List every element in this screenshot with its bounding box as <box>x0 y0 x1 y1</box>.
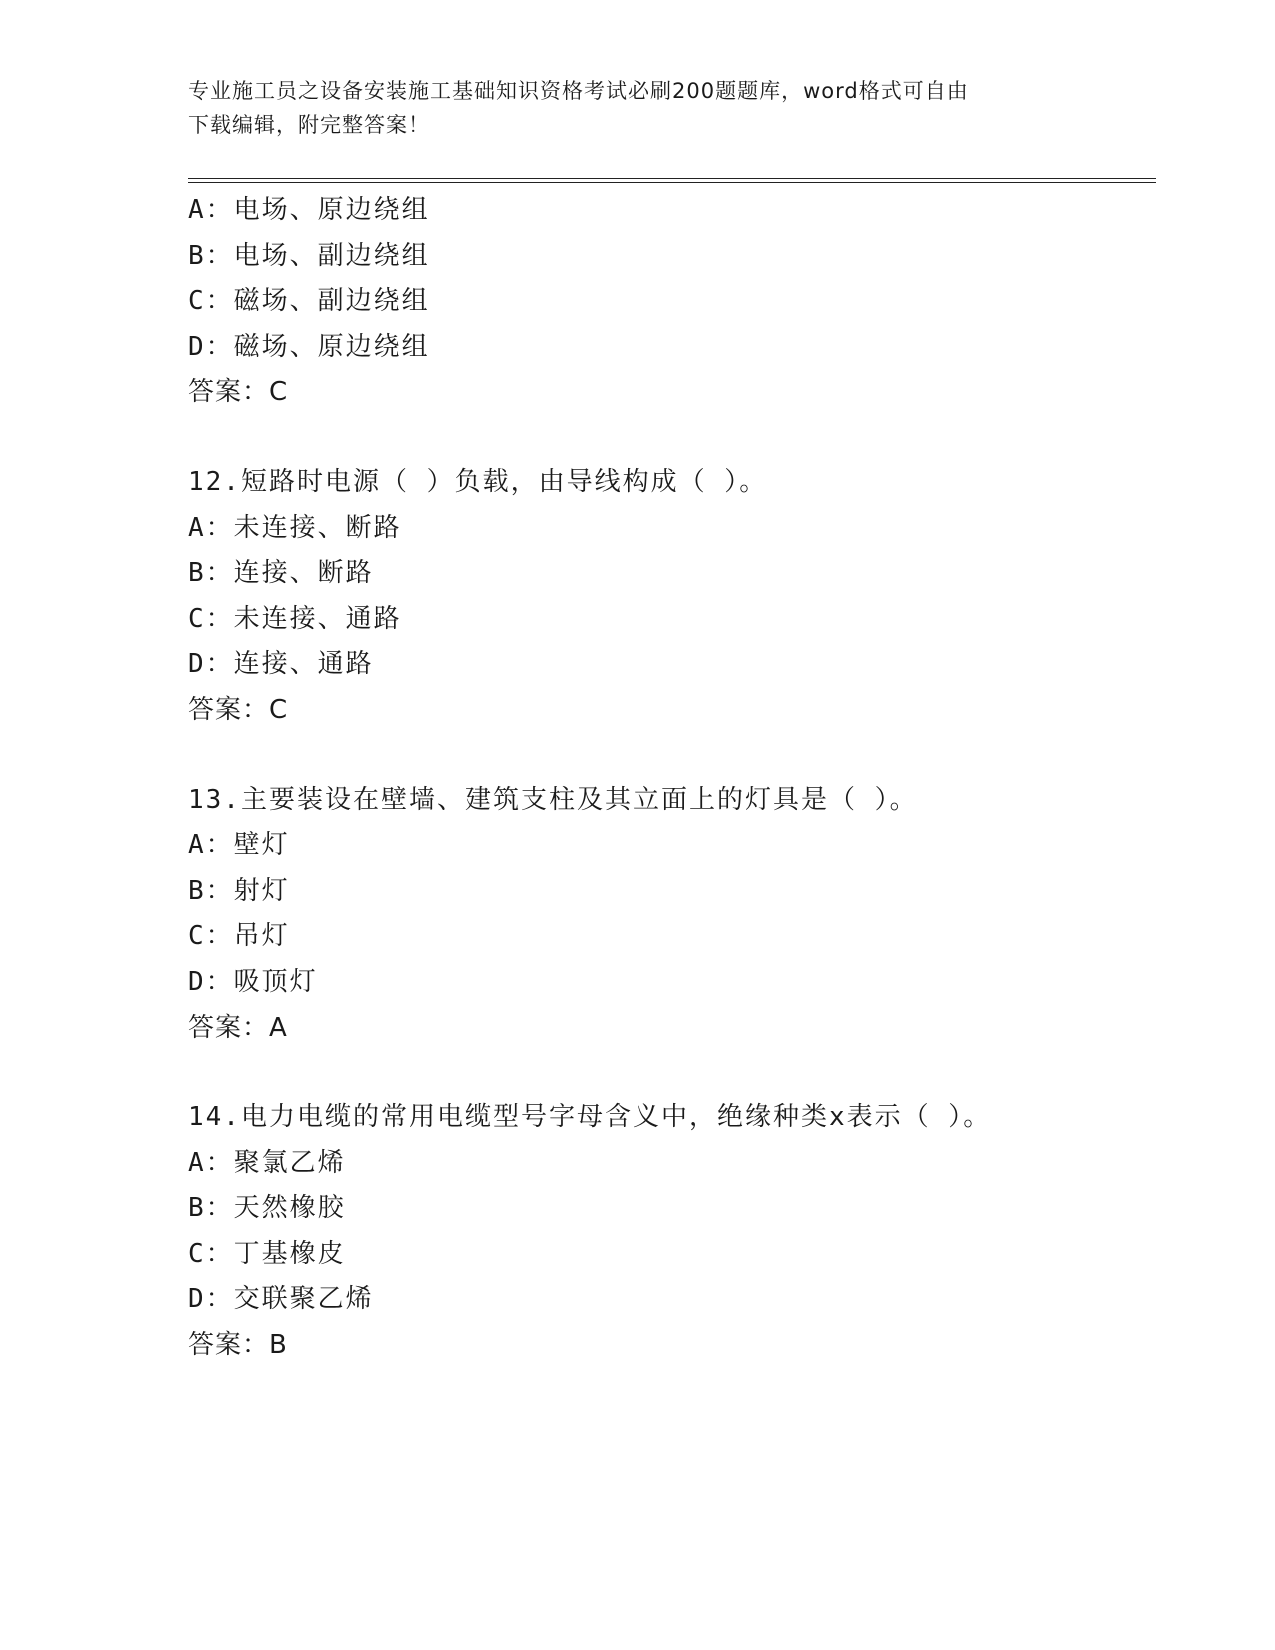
question-14-option-a: A：聚氯乙烯 <box>188 1147 346 1178</box>
question-14-option-c: C：丁基橡皮 <box>188 1238 346 1269</box>
question-13-option-a: A：壁灯 <box>188 830 290 861</box>
question-12-stem: 12.短路时电源（ ）负载，由导线构成（ ）。 <box>188 466 768 497</box>
header-line-2: 下载编辑，附完整答案！ <box>188 113 430 137</box>
question-13-option-c: C：吊灯 <box>188 921 290 952</box>
question-14-option-d: D：交联聚乙烯 <box>188 1284 374 1315</box>
question-12-option-d: D：连接、通路 <box>188 649 374 680</box>
question-13-block <box>188 778 1156 1052</box>
question-11-option-c: C：磁场、副边绕组 <box>188 286 430 317</box>
header-divider-top <box>188 178 1156 179</box>
header-divider-bottom <box>188 182 1156 183</box>
question-11-option-d: D：磁场、原边绕组 <box>188 331 430 362</box>
block-spacer <box>188 734 1156 778</box>
question-14-option-b: B：天然橡胶 <box>188 1193 346 1224</box>
question-12-answer: 答案：C <box>188 694 289 725</box>
question-11-option-b: B：电场、副边绕组 <box>188 240 430 271</box>
question-list <box>188 188 1156 1369</box>
question-14-answer: 答案：B <box>188 1330 288 1361</box>
question-14-block <box>188 1095 1156 1369</box>
question-11-answer: 答案：C <box>188 377 289 408</box>
block-spacer <box>188 416 1156 460</box>
question-12-block <box>188 460 1156 734</box>
question-12-option-b: B：连接、断路 <box>188 558 374 589</box>
question-11-block <box>188 188 1156 416</box>
question-12-option-a: A：未连接、断路 <box>188 512 402 543</box>
header-line-1: 专业施工员之设备安装施工基础知识资格考试必刷200题题库，word格式可自由 <box>188 79 969 103</box>
block-spacer <box>188 1051 1156 1095</box>
question-13-option-d: D：吸顶灯 <box>188 966 318 997</box>
question-14-stem: 14.电力电缆的常用电缆型号字母含义中，绝缘种类x表示（ ）。 <box>188 1102 992 1133</box>
question-12-option-c: C：未连接、通路 <box>188 603 402 634</box>
question-13-option-b: B：射灯 <box>188 875 290 906</box>
document-header <box>188 74 1068 142</box>
question-13-stem: 13.主要装设在壁墙、建筑支柱及其立面上的灯具是（ ）。 <box>188 784 918 815</box>
question-11-option-a: A：电场、原边绕组 <box>188 195 430 225</box>
question-13-answer: 答案：A <box>188 1012 288 1043</box>
